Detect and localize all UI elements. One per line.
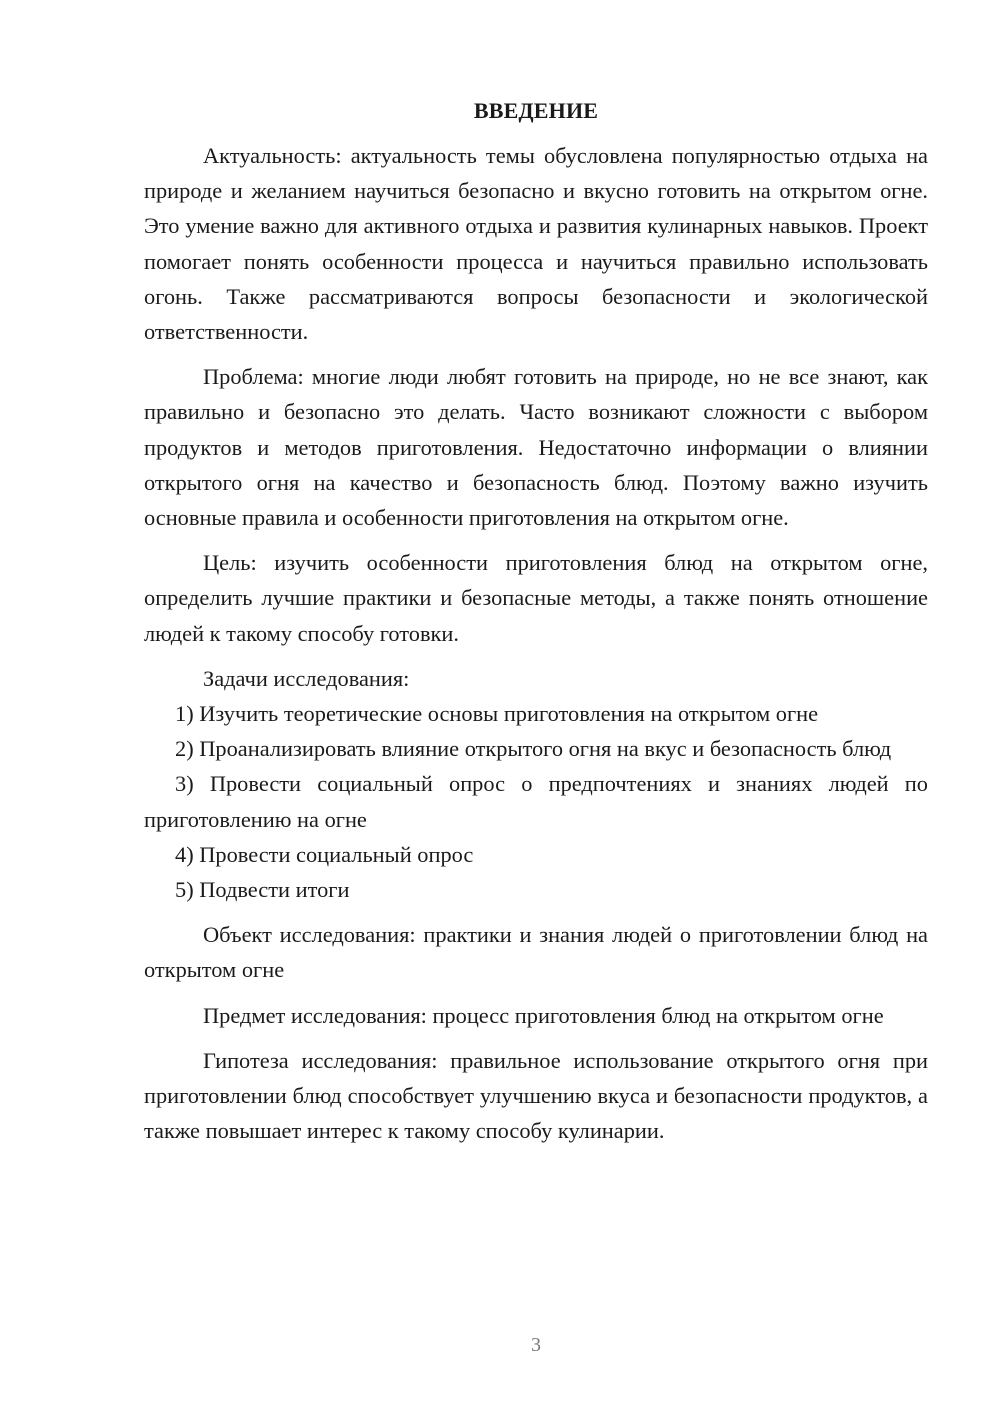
problem-paragraph: Проблема: многие люди любят готовить на природе, но не все знают, как правильно и безопасно это делать. Часто возникают сложности с выбором продуктов и методов приготовления. Недостаточно информации о влиянии открытого огня на качество и безопасность блюд. Поэтому важно изучить основные правила и особенности приготовления на открытом огне. [144, 364, 928, 531]
task-item-3: 3) Провести социальный опрос о предпочтениях и знаниях людей по приготовлению на огне [144, 771, 928, 832]
task-item-1: 1) Изучить теоретические основы приготовления на открытом огне [175, 701, 819, 727]
subject-paragraph: Предмет исследования: процесс приготовления блюд на открытом огне [203, 1002, 884, 1028]
tasks-heading: Задачи исследования: [203, 665, 410, 691]
section-heading: ВВЕДЕНИЕ [473, 98, 599, 123]
task-item-2: 2) Проанализировать влияние открытого огня на вкус и безопасность блюд [175, 736, 892, 762]
document-page [144, 94, 928, 1148]
hypothesis-paragraph: Гипотеза исследования: правильное использование открытого огня при приготовлении блюд способствует улучшению вкуса и безопасности продуктов, а также повышает интерес к такому способу кулинарии. [144, 1047, 928, 1144]
task-item-5: 5) Подвести итоги [175, 877, 350, 903]
goal-paragraph: Цель: изучить особенности приготовления блюд на открытом огне, определить лучшие практики и безопасные методы, а также понять отношение людей к такому способу готовки. [144, 550, 928, 646]
page-number: 3 [531, 1334, 541, 1356]
task-item-4: 4) Провести социальный опрос [175, 841, 474, 867]
object-paragraph: Объект исследования: практики и знания людей о приготовлении блюд на открытом огне [144, 922, 928, 983]
relevance-paragraph: Актуальность: актуальность темы обусловлена популярностью отдыха на природе и желанием научиться безопасно и вкусно готовить на открытом огне. Это умение важно для активного отдыха и развития кулинарных навыков. Проект помогает понять особенности процесса и научиться правильно использовать огонь. Также рассматриваются вопросы безопасности и экологической ответственности. [144, 143, 928, 345]
